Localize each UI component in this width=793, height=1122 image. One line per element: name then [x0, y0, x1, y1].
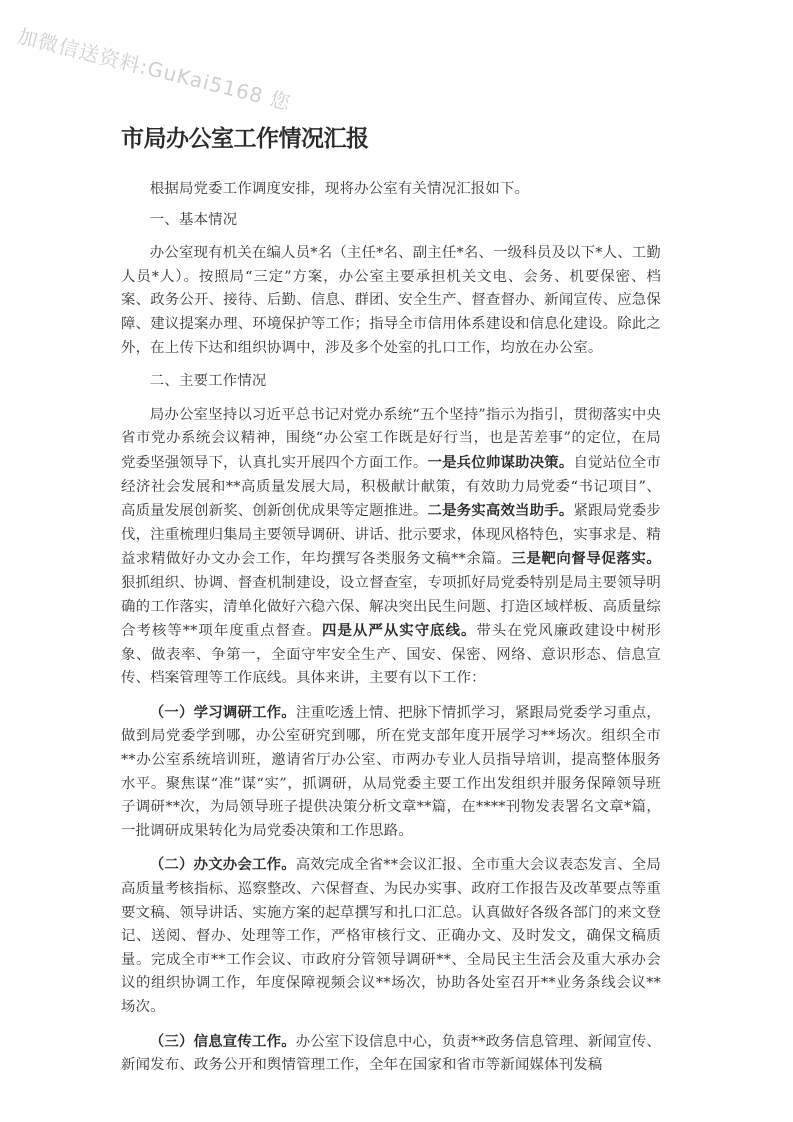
point-two-text: 紧跟局党委步伐，注重梳理归集局主要领导调研、讲话、批示要求，体现风格特色，实事求是、精益求精做好办文办会工作，年均撰写各类服务文稿**余篇。 [121, 503, 661, 568]
study-research-text: 注重吃透上情、把脉下情抓学习，紧跟局党委学习重点，做到局党委学到哪，办公室研究到哪，所在党支部年度开展学习**场次。组织全市**办公室系统培训班，邀请省厅办公室、市两办专业人员指导培训，提高整体服务水平。聚焦谋“准”谋“实”，抓调研，从局党委主要工作出发组织并服务保障领导班子调研**次，为局领导班子提供决策分析文章**篇，在****刊物发表署名文章*篇，一批调研成果转化为局党委决策和工作思路。 [121, 704, 661, 839]
point-four-text: 带头在党风廉政建设中树形象、做表率、争第一，全面守牢安全生产、国安、保密、网络、意识形态、信息宣传、档案管理等工作底线。具体来讲，主要有以下工作： [121, 623, 661, 687]
main-work-overview-paragraph [121, 404, 661, 691]
point-one-bold: 一是兵位帅谋助决策。 [427, 453, 574, 471]
point-four-bold: 四是从严从实守底线。 [322, 622, 477, 640]
document-meeting-paragraph [121, 853, 661, 1019]
point-three-text: 狠抓组织、协调、督查机制建设，设立督查室，专项抓好局党委特别是局主要领导明确的工作落实，清单化做好六稳六保、解决突出民生问题、打造区域样板、高质量综合考核等**项年度重点督查。 [121, 574, 661, 640]
document-title: 市局办公室工作情况汇报 [121, 126, 369, 152]
document-page [121, 124, 661, 1088]
document-meeting-text: 高效完成全省**会议汇报、全市重大会议表态发言、全局高质量考核指标、巡察整改、六保督查、为民办实事、政府工作报告及改革要点等重要文稿、领导讲话、实施方案的起草撰写和扎口汇总。认真做好各级各部门的来文登记、送阅、督办、处理等工作，严格审核行文、正确办文、及时发文，确保文稿质量。完成全市**工作会议、市政府分管领导调研**、全局民主生活会及重大承办会议的组织协调工作，年度保障视频会议**场次，协助各处室召开**业务条线会议**场次。 [121, 857, 661, 1015]
info-publicity-paragraph [121, 1030, 661, 1078]
study-research-heading: （一）学习调研工作。 [149, 703, 296, 721]
basic-situation-paragraph: 办公室现有机关在编人员*名（主任*名、副主任*名、一级科员及以下*人、工勤人员*人）。按照局“三定”方案，办公室主要承担机关文电、会务、机要保密、档案、政务公开、接待、后勤、信息、群团、安全生产、督查督办、新闻宣传、应急保障、建议提案办理、环境保护等工作；指导全市信用体系建设和信息化建设。除此之外，在上传下达和组织协调中，涉及多个处室的扎口工作，均放在办公室。 [121, 245, 661, 356]
info-publicity-text: 办公室下设信息中心，负责**政务信息管理、新闻宣传、新闻发布、政务公开和舆情管理工作，全年在国家和省市等新闻媒体刊发稿 [121, 1033, 661, 1074]
overview-text: 局办公室坚持以习近平总书记对党办系统“五个坚持”指示为指引，贯彻落实中央省市党办系统会议精神，围绕“办公室工作既是好行当，也是苦差事”的定位，在局党委坚强领导下，认真扎实开展四个方面工作。 [121, 406, 661, 471]
document-meeting-heading: （二）办文办会工作。 [149, 856, 296, 874]
point-three-bold: 三是靶向督导促落实。 [511, 550, 661, 568]
watermark: 加微信送资料:GuKai5168 您 [15, 23, 294, 116]
intro-paragraph: 根据局党委工作调度安排，现将办公室有关情况汇报如下。 [149, 181, 530, 197]
section-heading-main-work: 二、主要工作情况 [149, 373, 267, 390]
point-one-text: 自觉站位全市经济社会发展和**高质量发展大局，积极献计献策，有效助力局党委“书记项目”、高质量发展创新奖、创新创优成果等定题推进。 [121, 454, 661, 520]
point-two-bold: 二是务实高效当助手。 [427, 502, 574, 520]
info-publicity-heading: （三）信息宣传工作。 [149, 1032, 296, 1050]
section-heading-basic: 一、基本情况 [149, 211, 238, 228]
study-research-paragraph [121, 701, 661, 844]
